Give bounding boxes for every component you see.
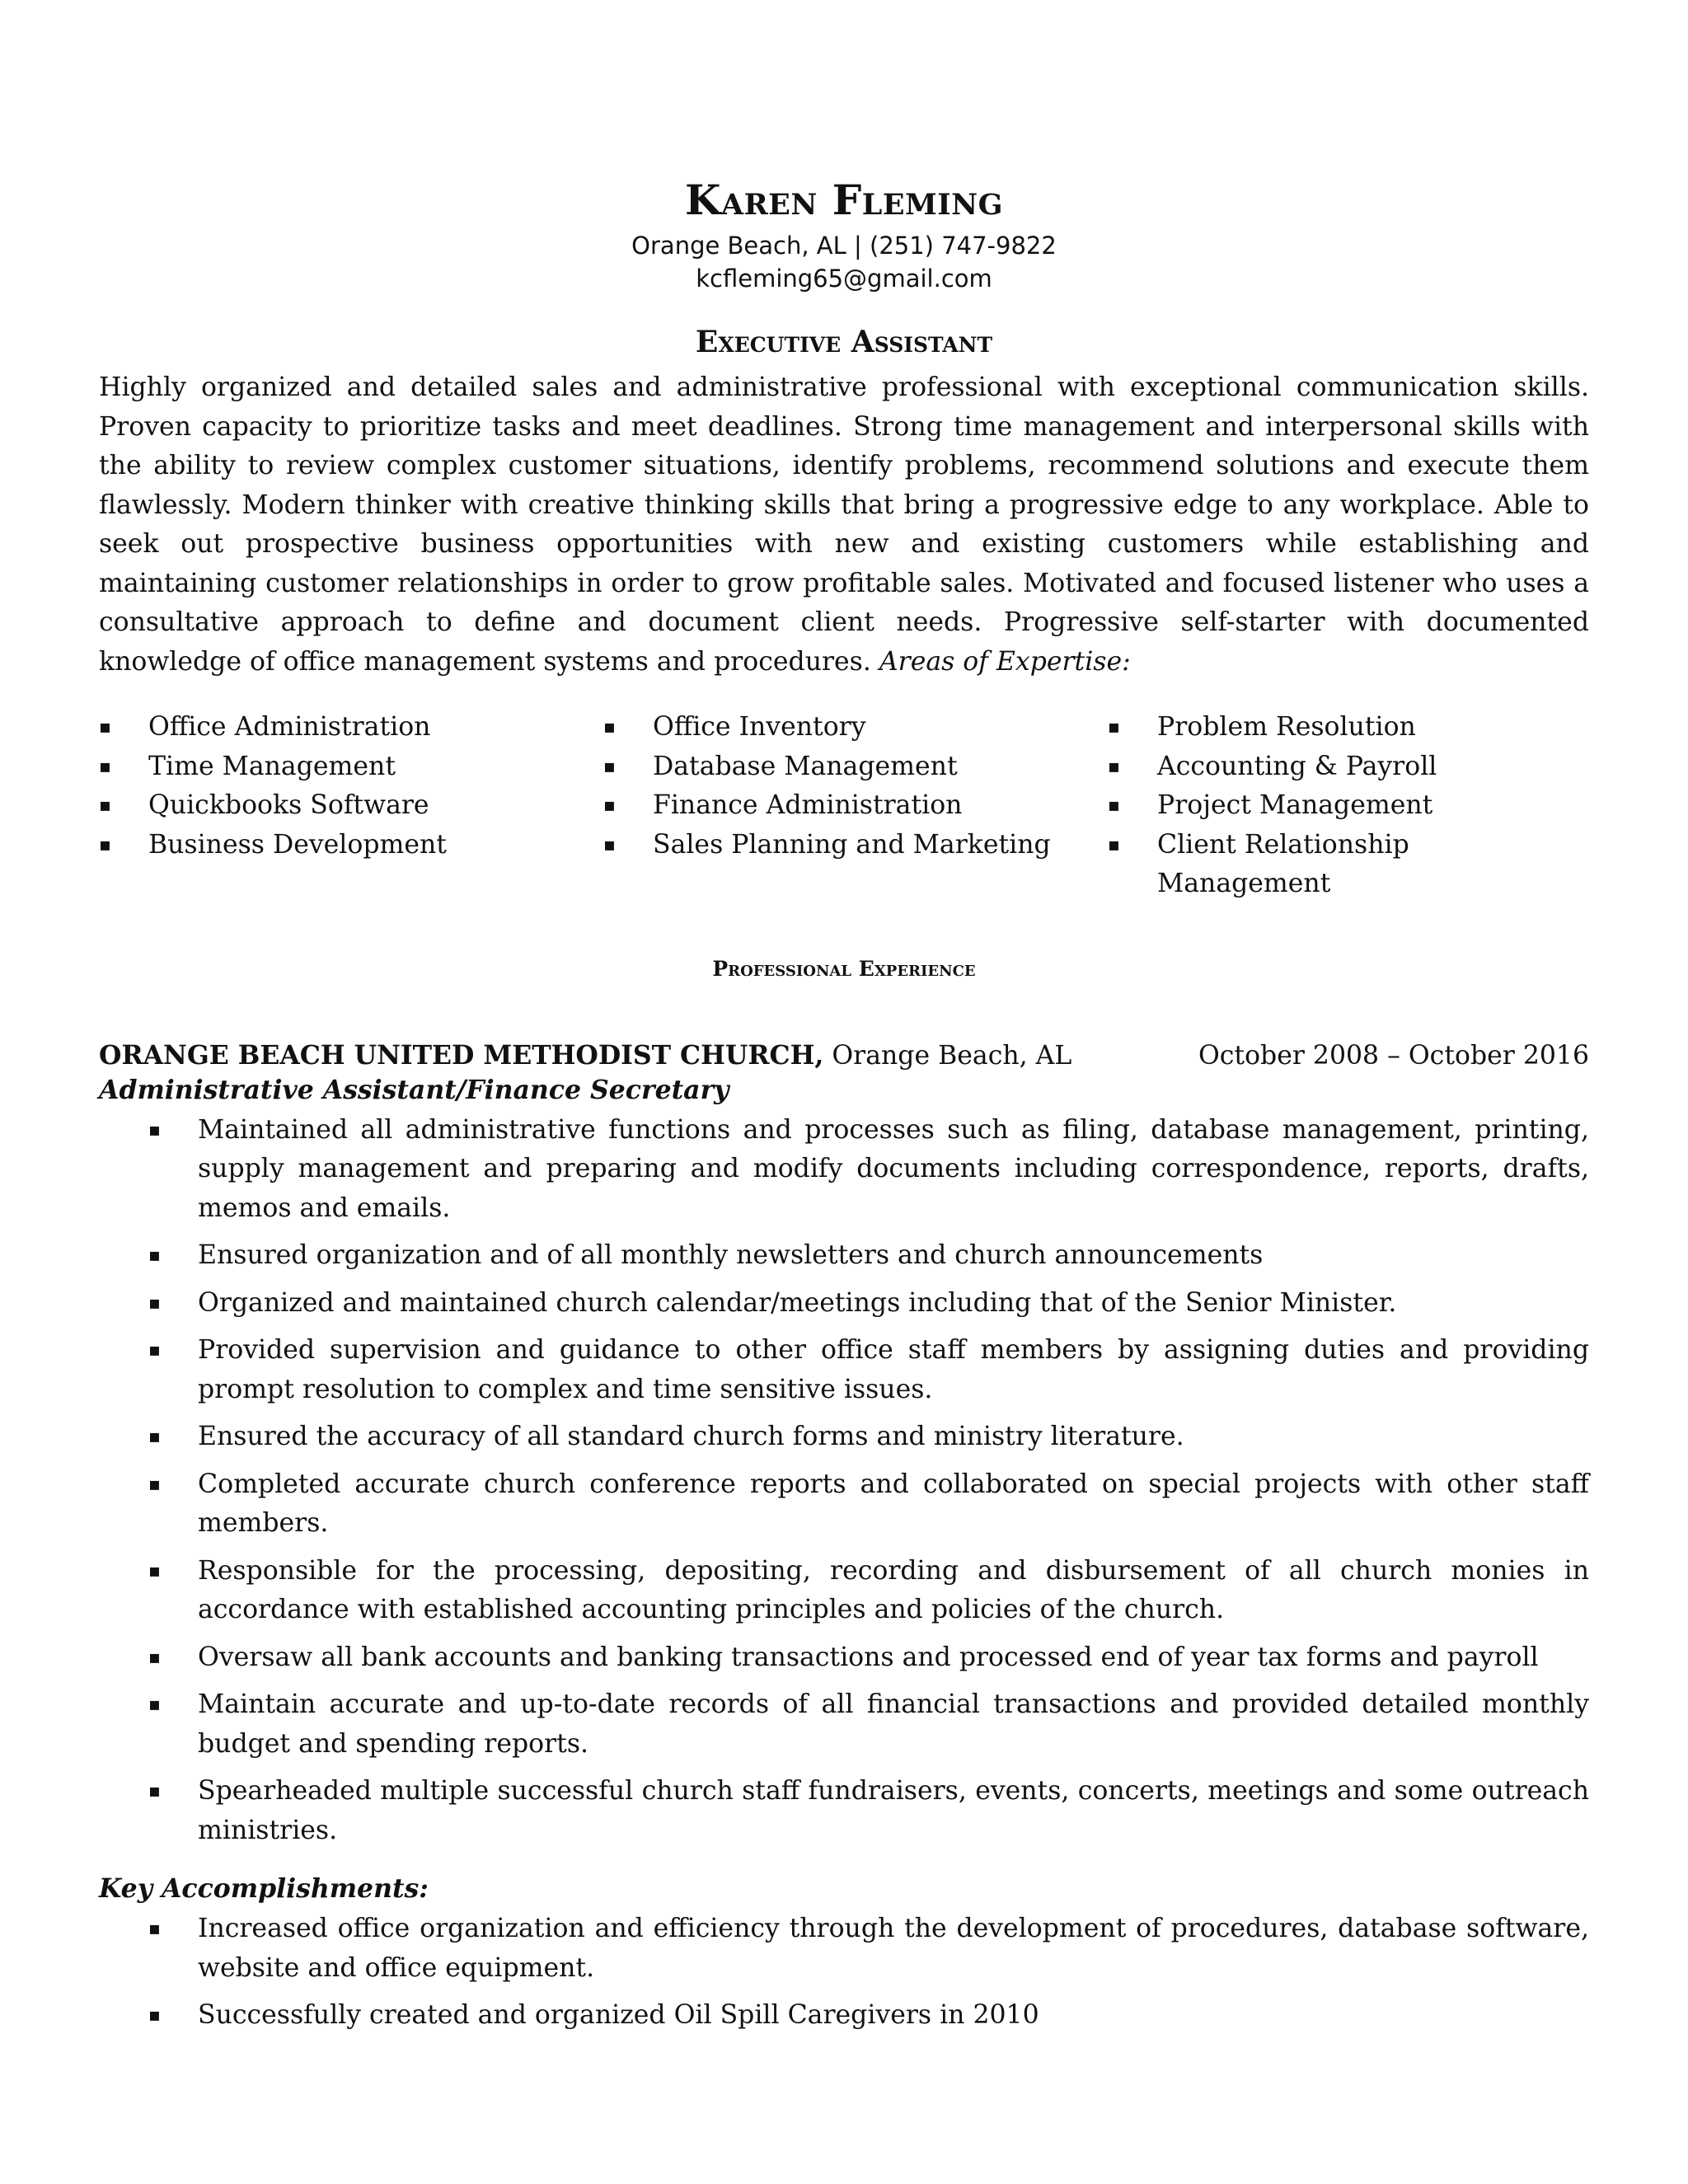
- skill-item: ▪ Quickbooks Software: [99, 786, 603, 826]
- duty-item: ▪ Organized and maintained church calendar/meetings including that of the Senior Minister.: [99, 1284, 1589, 1324]
- job-title: Administrative Assistant/Finance Secretary: [99, 1074, 729, 1105]
- duty-item: ▪ Oversaw all bank accounts and banking transactions and processed end of year tax forms and payroll: [99, 1638, 1589, 1678]
- accomplishments-title: Key Accomplishments:: [99, 1873, 429, 1905]
- accomplishments-list: [99, 1910, 1589, 2036]
- job-employer-line: [99, 1038, 1071, 1073]
- accomplishment-item: ▪ Increased office organization and efficiency through the development of procedures, database software, website and office equipment.: [99, 1910, 1589, 1988]
- duty-item: ▪ Maintained all administrative functions and processes such as filing, database management, printing, supply management and preparing and modify documents including correspondence, reports, drafts, memos and emails.: [99, 1111, 1589, 1229]
- experience-section-title: Professional Experience: [712, 956, 976, 981]
- expertise-label: Areas of Expertise:: [879, 646, 1131, 677]
- skill-item: ▪ Client Relationship Management: [1108, 826, 1589, 904]
- duty-item: ▪ Responsible for the processing, depositing, recording and disbursement of all church monies in accordance with established accounting principles and policies of the church.: [99, 1552, 1589, 1630]
- skills-column-2: [603, 708, 1108, 904]
- job-header: [99, 1038, 1589, 1073]
- duty-item: ▪ Maintain accurate and up-to-date records of all financial transactions and provided detailed monthly budget and spending reports.: [99, 1685, 1589, 1764]
- skill-item: ▪ Office Administration: [99, 708, 603, 748]
- skill-item: ▪ Accounting & Payroll: [1108, 748, 1589, 787]
- summary-text: Highly organized and detailed sales and administrative professional with exceptional communication skills. Proven capacity to prioritize tasks and meet deadlines. Strong time management and interpersonal skills with the ability to review complex customer situations, identify problems, recommend solutions and execute them flawlessly. Modern thinker with creative thinking skills that bring a progressive edge to any workplace. Able to seek out prospective business opportunities with new and existing customers while establishing and maintaining customer relationships in order to grow profitable sales. Motivated and focused listener who uses a consultative approach to define and document client needs. Progressive self-starter with documented knowledge of office management systems and procedures.: [99, 373, 1589, 677]
- employer-name: ORANGE BEACH UNITED METHODIST CHURCH,: [99, 1039, 824, 1071]
- skill-item: ▪ Office Inventory: [603, 708, 1108, 748]
- skill-item: ▪ Database Management: [603, 748, 1108, 787]
- duty-item: ▪ Ensured organization and of all monthly newsletters and church announcements: [99, 1236, 1589, 1276]
- skills-column-1: [99, 708, 603, 904]
- duty-item: ▪ Spearheaded multiple successful church staff fundraisers, events, concerts, meetings and some outreach ministries.: [99, 1772, 1589, 1850]
- job-duties-list: [99, 1111, 1589, 1851]
- contact-line: Orange Beach, AL | (251) 747-9822: [631, 232, 1057, 260]
- candidate-name: Karen Fleming: [684, 176, 1004, 224]
- skills-column-3: [1108, 708, 1589, 904]
- skills-grid: [99, 708, 1589, 904]
- skill-item: ▪ Finance Administration: [603, 786, 1108, 826]
- job-dates: October 2008 – October 2016: [1198, 1040, 1589, 1071]
- skill-item: ▪ Business Development: [99, 826, 603, 865]
- employer-location: Orange Beach, AL: [832, 1040, 1072, 1071]
- email-address: kcfleming65@gmail.com: [696, 265, 992, 293]
- summary-paragraph: [99, 368, 1589, 682]
- skill-item: ▪ Time Management: [99, 748, 603, 787]
- accomplishment-item: ▪ Successfully created and organized Oil Spill Caregivers in 2010: [99, 1996, 1589, 2036]
- duty-item: ▪ Completed accurate church conference reports and collaborated on special projects with other staff members.: [99, 1465, 1589, 1544]
- duty-item: ▪ Ensured the accuracy of all standard church forms and ministry literature.: [99, 1418, 1589, 1457]
- skill-item: ▪ Problem Resolution: [1108, 708, 1589, 748]
- skill-item: ▪ Sales Planning and Marketing: [603, 826, 1108, 865]
- skill-item: ▪ Project Management: [1108, 786, 1589, 826]
- duty-item: ▪ Provided supervision and guidance to other office staff members by assigning duties and providing prompt resolution to complex and time sensitive issues.: [99, 1331, 1589, 1409]
- role-heading: Executive Assistant: [695, 325, 993, 359]
